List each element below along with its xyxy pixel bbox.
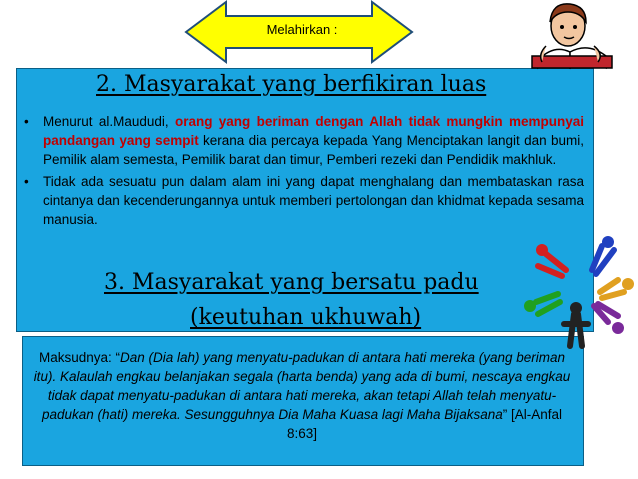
heading-3: 3. Masyarakat yang bersatu padu — [104, 270, 479, 295]
man-reading-book-icon — [524, 0, 632, 70]
highlighted-text: orang yang beriman dengan Allah tidak mungkin mempunyai pandangan yang sempit — [43, 114, 584, 148]
heading-3-subtitle: (keutuhan ukhuwah) — [190, 305, 422, 330]
people-circle-icon — [518, 236, 638, 356]
bullet-item: • Tidak ada sesuatu pun dalam alam ini yang dapat menghalang dan membataskan rasa cintanya dan kecenderungannya untuk memberi pertolongan dan khidmat kepada sesama manusia. — [24, 174, 584, 227]
bullet-list — [24, 112, 584, 232]
bullet-item: • Menurut al.Maududi, orang yang beriman dengan Allah tidak mungkin mempunyai pandangan yang sempit kerana dia percaya kepada Yang Menciptakan langit dan bumi, Pemilik alam semesta, Pemilik barat dan timur, Pemberi rezeki dan Pendidik makhluk. — [24, 114, 584, 167]
arrow-label: Melahirkan : — [266, 22, 338, 37]
heading-2: 2. Masyarakat yang berfikiran luas — [96, 72, 487, 97]
quran-quote: Maksudnya: “Dan (Dia lah) yang menyatu-padukan di antara hati mereka (yang beriman itu). Kalaulah engkau belanjakan segala (harta benda) yang ada di bumi, nescaya engkau tidak dapat menyatu-padukan di antara hati mereka, akan tetapi Allah telah menyatu-padukan (hati) mereka. Sesungguhnya Dia Maha Kuasa lagi Maha Bijaksana” [Al-Anfal 8:63] — [33, 350, 571, 441]
